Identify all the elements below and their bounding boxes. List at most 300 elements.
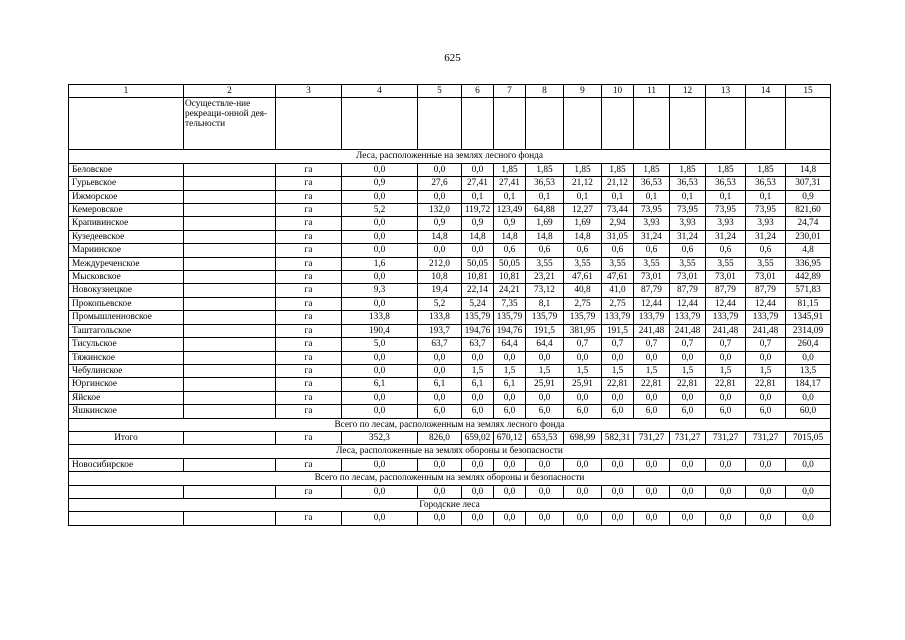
value-cell: 0,0 — [418, 485, 462, 498]
value-cell: 0,0 — [526, 391, 564, 404]
value-cell: 133,8 — [342, 311, 418, 324]
value-cell: 6,0 — [706, 405, 746, 418]
column-number: 10 — [602, 85, 634, 98]
value-cell: 1,5 — [746, 364, 786, 377]
value-cell: 1,5 — [706, 364, 746, 377]
value-cell: 2,75 — [602, 297, 634, 310]
table-row — [69, 338, 831, 351]
column-number: 6 — [462, 85, 494, 98]
value-cell: 6,0 — [494, 405, 526, 418]
value-cell: 1,85 — [706, 163, 746, 176]
value-cell: 73,01 — [634, 271, 670, 284]
value-cell: 1,6 — [342, 257, 418, 270]
district-name: Мысковское — [69, 271, 184, 284]
value-cell: 0,1 — [634, 190, 670, 203]
unit-cell: га — [276, 163, 342, 176]
value-cell: 12,44 — [670, 297, 706, 310]
value-cell: 14,8 — [564, 230, 602, 243]
value-cell: 0,9 — [418, 217, 462, 230]
value-cell: 659,02 — [462, 431, 494, 444]
value-cell: 1,5 — [602, 364, 634, 377]
value-cell: 6,1 — [462, 378, 494, 391]
value-cell: 12,44 — [634, 297, 670, 310]
value-cell: 0,0 — [418, 244, 462, 257]
value-cell: 21,12 — [564, 177, 602, 190]
header-cell — [276, 98, 342, 150]
value-cell: 230,01 — [786, 230, 831, 243]
value-cell: 0,0 — [526, 458, 564, 471]
table-row — [69, 230, 831, 243]
value-cell: 41,0 — [602, 284, 634, 297]
value-cell: 0,9 — [342, 177, 418, 190]
column-number: 8 — [526, 85, 564, 98]
value-cell: 27,6 — [418, 177, 462, 190]
value-cell: 191,5 — [602, 324, 634, 337]
district-name: Гурьевское — [69, 177, 184, 190]
value-cell: 87,79 — [634, 284, 670, 297]
table-row — [69, 163, 831, 176]
value-cell: 1,85 — [746, 163, 786, 176]
value-cell: 571,83 — [786, 284, 831, 297]
value-cell: 0,0 — [462, 485, 494, 498]
value-cell: 6,0 — [602, 405, 634, 418]
value-cell: 0,0 — [564, 458, 602, 471]
header-cell — [69, 98, 184, 150]
value-cell: 241,48 — [670, 324, 706, 337]
district-name: Кузедеевское — [69, 230, 184, 243]
unit-cell: га — [276, 351, 342, 364]
value-cell: 0,0 — [418, 512, 462, 525]
unit-cell: га — [276, 230, 342, 243]
district-name: Юргинское — [69, 378, 184, 391]
value-cell: 0,0 — [706, 485, 746, 498]
value-cell: 12,27 — [564, 204, 602, 217]
value-cell: 50,05 — [494, 257, 526, 270]
value-cell: 0,0 — [564, 351, 602, 364]
unit-cell: га — [276, 244, 342, 257]
district-name: Прокопьевское — [69, 297, 184, 310]
value-cell: 63,7 — [418, 338, 462, 351]
value-cell: 47,61 — [602, 271, 634, 284]
value-cell: 1345,91 — [786, 311, 831, 324]
value-cell: 7015,05 — [786, 431, 831, 444]
value-cell: 64,88 — [526, 204, 564, 217]
value-cell: 0,0 — [494, 351, 526, 364]
recreation-cell — [184, 177, 276, 190]
value-cell: 5,2 — [342, 204, 418, 217]
value-cell: 0,0 — [342, 364, 418, 377]
value-cell: 0,0 — [418, 364, 462, 377]
value-cell: 0,0 — [786, 351, 831, 364]
value-cell: 442,89 — [786, 271, 831, 284]
value-cell: 0,0 — [602, 458, 634, 471]
value-cell: 0,0 — [462, 163, 494, 176]
unit-cell: га — [276, 271, 342, 284]
value-cell: 0,6 — [634, 244, 670, 257]
unit-cell: га — [276, 512, 342, 525]
district-name — [69, 512, 184, 525]
value-cell: 31,24 — [670, 230, 706, 243]
page-number: 625 — [444, 52, 461, 64]
value-cell: 27,41 — [462, 177, 494, 190]
value-cell: 0,0 — [564, 512, 602, 525]
table-row — [69, 257, 831, 270]
value-cell: 73,12 — [526, 284, 564, 297]
value-cell: 0,9 — [786, 190, 831, 203]
value-cell: 6,0 — [462, 405, 494, 418]
unit-cell: га — [276, 324, 342, 337]
recreation-cell — [184, 431, 276, 444]
value-cell: 36,53 — [670, 177, 706, 190]
value-cell: 133,79 — [602, 311, 634, 324]
value-cell: 3,93 — [746, 217, 786, 230]
value-cell: 3,93 — [634, 217, 670, 230]
district-name — [69, 485, 184, 498]
value-cell: 3,55 — [670, 257, 706, 270]
value-cell: 73,44 — [602, 204, 634, 217]
value-cell: 22,81 — [746, 378, 786, 391]
value-cell: 0,0 — [462, 244, 494, 257]
value-cell: 5,24 — [462, 297, 494, 310]
value-cell: 0,6 — [564, 244, 602, 257]
value-cell: 25,91 — [564, 378, 602, 391]
value-cell: 352,3 — [342, 431, 418, 444]
value-cell: 0,0 — [786, 391, 831, 404]
value-cell: 191,5 — [526, 324, 564, 337]
recreation-cell — [184, 244, 276, 257]
table-row — [69, 378, 831, 391]
district-name: Новокузнецкое — [69, 284, 184, 297]
district-name: Крапивинское — [69, 217, 184, 230]
value-cell: 0,0 — [602, 391, 634, 404]
section-title — [69, 498, 831, 511]
value-cell: 307,31 — [786, 177, 831, 190]
header-recreation-label: Осуществле-ние рекреаци-онной дея-тельности — [184, 98, 276, 150]
unit-cell: га — [276, 378, 342, 391]
value-cell: 6,0 — [564, 405, 602, 418]
value-cell: 7,35 — [494, 297, 526, 310]
unit-cell: га — [276, 284, 342, 297]
column-header-row — [69, 98, 831, 150]
value-cell: 0,0 — [634, 512, 670, 525]
value-cell: 0,0 — [634, 351, 670, 364]
value-cell: 2,75 — [564, 297, 602, 310]
value-cell: 36,53 — [706, 177, 746, 190]
value-cell: 0,0 — [526, 485, 564, 498]
value-cell: 1,85 — [602, 163, 634, 176]
column-number: 9 — [564, 85, 602, 98]
value-cell: 0,0 — [418, 163, 462, 176]
header-cell — [634, 98, 670, 150]
value-cell: 0,0 — [746, 351, 786, 364]
recreation-cell — [184, 217, 276, 230]
value-cell: 0,0 — [786, 458, 831, 471]
value-cell: 4,8 — [786, 244, 831, 257]
header-cell — [670, 98, 706, 150]
value-cell: 212,0 — [418, 257, 462, 270]
value-cell: 241,48 — [706, 324, 746, 337]
section-title-text: Городские леса — [69, 498, 831, 511]
value-cell: 0,0 — [342, 230, 418, 243]
value-cell: 1,5 — [670, 364, 706, 377]
value-cell: 12,44 — [706, 297, 746, 310]
value-cell: 73,01 — [670, 271, 706, 284]
table-row — [69, 391, 831, 404]
value-cell: 0,0 — [342, 485, 418, 498]
value-cell: 0,0 — [342, 190, 418, 203]
value-cell: 1,85 — [564, 163, 602, 176]
table-row — [69, 177, 831, 190]
value-cell: 0,1 — [670, 190, 706, 203]
table-row — [69, 271, 831, 284]
value-cell: 133,79 — [670, 311, 706, 324]
value-cell: 0,0 — [342, 271, 418, 284]
value-cell: 0,1 — [602, 190, 634, 203]
unit-cell: га — [276, 204, 342, 217]
value-cell: 0,1 — [706, 190, 746, 203]
table-row — [69, 204, 831, 217]
value-cell: 31,24 — [706, 230, 746, 243]
unit-cell: га — [276, 190, 342, 203]
value-cell: 241,48 — [746, 324, 786, 337]
value-cell: 0,0 — [418, 458, 462, 471]
column-number: 3 — [276, 85, 342, 98]
recreation-cell — [184, 297, 276, 310]
recreation-cell — [184, 351, 276, 364]
value-cell: 19,4 — [418, 284, 462, 297]
header-cell — [342, 98, 418, 150]
value-cell: 0,6 — [670, 244, 706, 257]
value-cell: 0,0 — [342, 217, 418, 230]
unit-cell: га — [276, 364, 342, 377]
value-cell: 1,5 — [634, 364, 670, 377]
value-cell: 0,0 — [418, 391, 462, 404]
value-cell: 3,55 — [526, 257, 564, 270]
value-cell: 10,81 — [494, 271, 526, 284]
value-cell: 5,2 — [418, 297, 462, 310]
value-cell: 0,0 — [494, 458, 526, 471]
value-cell: 119,72 — [462, 204, 494, 217]
unit-cell: га — [276, 485, 342, 498]
value-cell: 0,6 — [494, 244, 526, 257]
district-name: Беловское — [69, 163, 184, 176]
column-number-row — [69, 85, 831, 98]
header-cell — [494, 98, 526, 150]
value-cell: 0,1 — [746, 190, 786, 203]
header-cell — [706, 98, 746, 150]
value-cell: 1,85 — [634, 163, 670, 176]
table-row — [69, 311, 831, 324]
value-cell: 698,99 — [564, 431, 602, 444]
recreation-cell — [184, 378, 276, 391]
value-cell: 31,24 — [746, 230, 786, 243]
value-cell: 0,0 — [670, 458, 706, 471]
value-cell: 22,14 — [462, 284, 494, 297]
recreation-cell — [184, 458, 276, 471]
column-number: 12 — [670, 85, 706, 98]
value-cell: 10,8 — [418, 271, 462, 284]
unit-cell: га — [276, 391, 342, 404]
value-cell: 241,48 — [634, 324, 670, 337]
value-cell: 0,0 — [462, 458, 494, 471]
recreation-cell — [184, 163, 276, 176]
value-cell: 3,55 — [706, 257, 746, 270]
value-cell: 0,0 — [462, 512, 494, 525]
column-number: 15 — [786, 85, 831, 98]
value-cell: 0,0 — [746, 391, 786, 404]
value-cell: 27,41 — [494, 177, 526, 190]
unit-cell: га — [276, 257, 342, 270]
value-cell: 260,4 — [786, 338, 831, 351]
value-cell: 0,0 — [634, 458, 670, 471]
value-cell: 0,0 — [670, 485, 706, 498]
value-cell: 6,1 — [494, 378, 526, 391]
value-cell: 135,79 — [494, 311, 526, 324]
recreation-cell — [184, 324, 276, 337]
value-cell: 0,1 — [526, 190, 564, 203]
value-cell: 6,0 — [526, 405, 564, 418]
table-row — [69, 351, 831, 364]
value-cell: 87,79 — [746, 284, 786, 297]
value-cell: 81,15 — [786, 297, 831, 310]
value-cell: 0,0 — [494, 391, 526, 404]
unit-cell: га — [276, 338, 342, 351]
value-cell: 0,0 — [786, 512, 831, 525]
district-name: Таштагольское — [69, 324, 184, 337]
forest-data-table — [68, 84, 831, 526]
header-cell — [746, 98, 786, 150]
value-cell: 14,8 — [786, 163, 831, 176]
value-cell: 0,0 — [706, 458, 746, 471]
value-cell: 0,0 — [342, 297, 418, 310]
district-name: Яшкинское — [69, 405, 184, 418]
value-cell: 3,55 — [602, 257, 634, 270]
value-cell: 0,0 — [462, 391, 494, 404]
value-cell: 1,85 — [494, 163, 526, 176]
recreation-cell — [184, 512, 276, 525]
value-cell: 36,53 — [526, 177, 564, 190]
value-cell: 10,81 — [462, 271, 494, 284]
value-cell: 1,5 — [462, 364, 494, 377]
value-cell: 0,9 — [462, 217, 494, 230]
column-number: 5 — [418, 85, 462, 98]
value-cell: 0,0 — [634, 391, 670, 404]
value-cell: 0,7 — [564, 338, 602, 351]
value-cell: 0,0 — [602, 485, 634, 498]
header-cell — [564, 98, 602, 150]
value-cell: 0,0 — [342, 458, 418, 471]
value-cell: 13,5 — [786, 364, 831, 377]
value-cell: 64,4 — [526, 338, 564, 351]
recreation-cell — [184, 364, 276, 377]
column-number: 2 — [184, 85, 276, 98]
district-name: Промышленновское — [69, 311, 184, 324]
value-cell: 0,0 — [786, 485, 831, 498]
unit-cell: га — [276, 297, 342, 310]
value-cell: 73,95 — [670, 204, 706, 217]
value-cell: 133,79 — [706, 311, 746, 324]
value-cell: 123,49 — [494, 204, 526, 217]
value-cell: 0,0 — [564, 391, 602, 404]
value-cell: 821,60 — [786, 204, 831, 217]
district-name: Яйское — [69, 391, 184, 404]
value-cell: 0,0 — [342, 512, 418, 525]
value-cell: 1,85 — [670, 163, 706, 176]
value-cell: 0,1 — [462, 190, 494, 203]
value-cell: 14,8 — [494, 230, 526, 243]
value-cell: 133,8 — [418, 311, 462, 324]
recreation-cell — [184, 311, 276, 324]
unit-cell: га — [276, 458, 342, 471]
value-cell: 0,6 — [602, 244, 634, 257]
value-cell: 336,95 — [786, 257, 831, 270]
value-cell: 0,0 — [494, 485, 526, 498]
value-cell: 23,21 — [526, 271, 564, 284]
value-cell: 0,7 — [602, 338, 634, 351]
value-cell: 36,53 — [746, 177, 786, 190]
value-cell: 1,5 — [494, 364, 526, 377]
value-cell: 6,0 — [418, 405, 462, 418]
value-cell: 64,4 — [494, 338, 526, 351]
value-cell: 0,0 — [526, 512, 564, 525]
value-cell: 0,9 — [494, 217, 526, 230]
value-cell: 0,6 — [526, 244, 564, 257]
recreation-cell — [184, 271, 276, 284]
total-row — [69, 431, 831, 444]
value-cell: 135,79 — [462, 311, 494, 324]
table-row — [69, 405, 831, 418]
value-cell: 31,05 — [602, 230, 634, 243]
column-number: 14 — [746, 85, 786, 98]
value-cell: 184,17 — [786, 378, 831, 391]
value-cell: 135,79 — [526, 311, 564, 324]
value-cell: 63,7 — [462, 338, 494, 351]
value-cell: 22,81 — [634, 378, 670, 391]
value-cell: 22,81 — [670, 378, 706, 391]
value-cell: 60,0 — [786, 405, 831, 418]
value-cell: 670,12 — [494, 431, 526, 444]
value-cell: 6,1 — [342, 378, 418, 391]
value-cell: 653,53 — [526, 431, 564, 444]
value-cell: 0,0 — [670, 351, 706, 364]
value-cell: 73,01 — [746, 271, 786, 284]
section-title-text: Леса, расположенные на землях лесного фонда — [69, 150, 831, 163]
header-cell — [602, 98, 634, 150]
table-body — [69, 85, 831, 526]
recreation-cell — [184, 485, 276, 498]
value-cell: 0,0 — [746, 458, 786, 471]
district-name: Новосибирское — [69, 458, 184, 471]
unit-cell: га — [276, 311, 342, 324]
value-cell: 0,0 — [342, 391, 418, 404]
value-cell: 0,6 — [746, 244, 786, 257]
value-cell: 731,27 — [634, 431, 670, 444]
table-row — [69, 364, 831, 377]
value-cell: 1,5 — [526, 364, 564, 377]
column-number: 13 — [706, 85, 746, 98]
value-cell: 0,0 — [706, 512, 746, 525]
value-cell: 9,3 — [342, 284, 418, 297]
column-number: 7 — [494, 85, 526, 98]
district-name: Мариинское — [69, 244, 184, 257]
value-cell: 135,79 — [564, 311, 602, 324]
value-cell: 0,0 — [342, 351, 418, 364]
value-cell: 193,7 — [418, 324, 462, 337]
table-row — [69, 244, 831, 257]
value-cell: 0,0 — [602, 351, 634, 364]
recreation-cell — [184, 391, 276, 404]
value-cell: 3,93 — [670, 217, 706, 230]
